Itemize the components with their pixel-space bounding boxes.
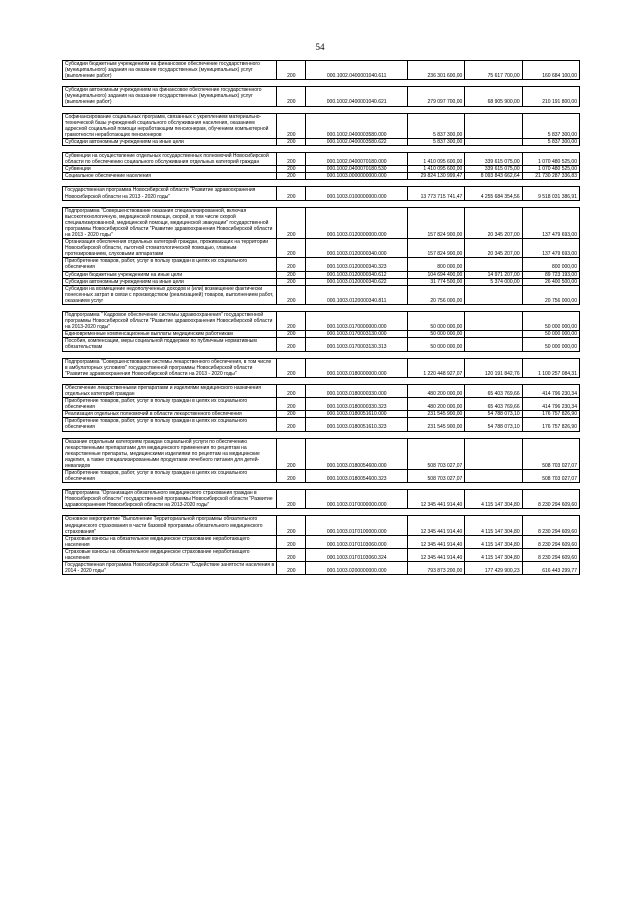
row-code-cell: 200 (277, 271, 306, 278)
row-classifier-cell: 000.1003.0000000000.000 (306, 173, 408, 180)
table-row (63, 418, 580, 431)
row-classifier-cell: 000.1003.01Г0103060.000 (306, 535, 408, 548)
table-row (63, 331, 580, 338)
row-remaining-cell: 50 000 000,00 (522, 331, 579, 338)
row-code-cell: 200 (277, 398, 306, 411)
row-name-cell: Реализация отдельных полномочий в области лекарственного обеспечения (63, 411, 277, 418)
row-executed-cell: 339 615 075,00 (465, 166, 522, 173)
row-name-cell: Подпрограмма "Совершенствование оказания специализированной, включая высокотехнологичную, медицинской помощи, скорой, в том числе скорой специализированной, медицинской помощи, медицинской эвакуации" государственной программы Новосибирской области "Развитие здравоохранения Новосибирской области на 2013 - 2020 годы" (63, 207, 277, 238)
row-code-cell: 200 (277, 87, 306, 106)
row-classifier-cell: 000.1003.0170000000.000 (306, 312, 408, 331)
row-remaining-cell: 9 518 031 386,91 (522, 187, 579, 200)
row-code-cell: 200 (277, 239, 306, 258)
table-row (63, 562, 580, 575)
row-code-cell: 200 (277, 469, 306, 482)
row-name-cell: Субсидии автономным учреждениям на иные цели (63, 278, 277, 285)
row-executed-cell (465, 312, 522, 331)
row-remaining-cell: 21 730 287 336,83 (522, 173, 579, 180)
row-name-cell: Приобретение товаров, работ, услуг в пользу граждан в целях их социального обеспечения (63, 469, 277, 482)
spacer-row (63, 431, 580, 438)
row-remaining-cell: 800 000,00 (522, 258, 579, 271)
row-remaining-cell: 137 479 693,00 (522, 207, 579, 238)
row-code-cell: 200 (277, 384, 306, 397)
row-classifier-cell: 000.1002.0400001040.621 (306, 87, 408, 106)
row-remaining-cell: 26 400 500,00 (522, 278, 579, 285)
row-classifier-cell: 000.1002.0400003580.622 (306, 138, 408, 145)
table-row (63, 278, 580, 285)
row-executed-cell (465, 138, 522, 145)
row-approved-cell: 50 000 000,00 (407, 338, 464, 351)
row-name-cell: Единовременные компенсационные выплаты медицинским работникам (63, 331, 277, 338)
row-classifier-cell: 000.1003.0100000000.000 (306, 187, 408, 200)
row-classifier-cell: 000.1003.0180051610.323 (306, 418, 408, 431)
row-name-cell: Организация обеспечения отдельных категорий граждан, проживающих на территории Новосибирской области, льготной стоматологической помощью, главным протезированием, слуховыми аппаратами (63, 239, 277, 258)
row-code-cell: 200 (277, 548, 306, 561)
table-row (63, 207, 580, 238)
row-classifier-cell: 000.1003.01Г0103060.324 (306, 548, 408, 561)
row-name-cell: Субсидии на возмещение недополученных доходов и (или) возмещение фактически понесенных затрат в связи с производством (реализацией) товаров, выполнением работ, оказанием услуг (63, 285, 277, 304)
table-row (63, 490, 580, 509)
row-name-cell: Пособия, компенсации, меры социальной поддержки по публичным нормативным обязательствам (63, 338, 277, 351)
row-classifier-cell: 000.1003.0180000000.000 (306, 358, 408, 377)
row-approved-cell: 12 345 441 914,40 (407, 490, 464, 509)
row-executed-cell: 4 115 147 304,80 (465, 516, 522, 535)
spacer-row (63, 377, 580, 384)
spacer-cell (63, 431, 580, 438)
row-executed-cell: 65 403 769,66 (465, 398, 522, 411)
row-remaining-cell: 616 443 299,77 (522, 562, 579, 575)
row-approved-cell: 31 774 500,00 (407, 278, 464, 285)
row-approved-cell: 793 873 200,00 (407, 562, 464, 575)
row-executed-cell: 120 191 842,76 (465, 358, 522, 377)
spacer-cell (63, 180, 580, 187)
row-remaining-cell: 137 479 693,00 (522, 239, 579, 258)
row-code-cell: 200 (277, 411, 306, 418)
row-executed-cell: 4 115 147 304,80 (465, 548, 522, 561)
table-row (63, 271, 580, 278)
row-remaining-cell: 1 070 480 525,00 (522, 153, 579, 166)
row-classifier-cell: 000.1003.0180051610.000 (306, 411, 408, 418)
row-code-cell: 200 (277, 338, 306, 351)
row-code-cell: 200 (277, 516, 306, 535)
row-code-cell: 200 (277, 331, 306, 338)
table-row (63, 338, 580, 351)
table-row (63, 187, 580, 200)
page-number: 54 (315, 42, 325, 52)
row-code-cell: 200 (277, 535, 306, 548)
row-classifier-cell: 000.1003.0120000340.622 (306, 278, 408, 285)
row-executed-cell (465, 438, 522, 469)
row-executed-cell: 75 617 700,00 (465, 61, 522, 80)
row-classifier-cell: 000.1003.0180054600.323 (306, 469, 408, 482)
row-executed-cell: 14 971 207,00 (465, 271, 522, 278)
row-name-cell: Социальное обеспечение населения (63, 173, 277, 180)
row-name-cell: Государственная программа Новосибирской области "Развитие здравоохранения Новосибирской области на 2013 - 2020 годы" (63, 187, 277, 200)
row-name-cell: Субсидии бюджетным учреждениям на финансовое обеспечение государственного (муниципального) задания на оказание государственных (муниципальных) услуг (выполнение работ) (63, 61, 277, 80)
row-name-cell: Приобретение товаров, работ, услуг в пользу граждан в целях их социального обеспечения (63, 398, 277, 411)
row-code-cell: 200 (277, 278, 306, 285)
row-name-cell: Субсидии автономным учреждениям на финансовое обеспечение государственного (муниципального) задания на оказание государственных (муниципальных) услуг (выполнение работ) (63, 87, 277, 106)
table-row (63, 285, 580, 304)
row-classifier-cell: 000.1003.01Г0000000.000 (306, 490, 408, 509)
row-executed-cell (465, 331, 522, 338)
row-classifier-cell: 000.1003.0170003130.313 (306, 338, 408, 351)
row-classifier-cell: 000.1003.0120000340.000 (306, 239, 408, 258)
table-row (63, 438, 580, 469)
spacer-cell (63, 80, 580, 87)
row-classifier-cell: 000.1002.0400003580.000 (306, 113, 408, 138)
table-row (63, 411, 580, 418)
row-executed-cell: 4 115 147 304,80 (465, 535, 522, 548)
spacer-row (63, 483, 580, 490)
row-executed-cell: 54 788 073,10 (465, 411, 522, 418)
spacer-cell (63, 483, 580, 490)
table-row (63, 469, 580, 482)
row-approved-cell: 5 837 300,00 (407, 138, 464, 145)
row-approved-cell: 508 703 027,07 (407, 469, 464, 482)
spacer-row (63, 351, 580, 358)
row-remaining-cell: 176 757 826,90 (522, 418, 579, 431)
row-approved-cell: 279 097 700,00 (407, 87, 464, 106)
row-approved-cell: 1 410 095 600,00 (407, 166, 464, 173)
row-approved-cell: 1 220 448 927,07 (407, 358, 464, 377)
row-code-cell: 200 (277, 285, 306, 304)
row-approved-cell: 480 200 000,00 (407, 398, 464, 411)
row-code-cell: 200 (277, 312, 306, 331)
row-name-cell: Основное мероприятие "Выполнение Территориальной программы обязательного медицинского страхования в части базовой программы обязательного медицинского страхования" (63, 516, 277, 535)
table-row (63, 153, 580, 166)
table-row (63, 548, 580, 561)
row-code-cell: 200 (277, 153, 306, 166)
spacer-cell (63, 377, 580, 384)
row-code-cell: 200 (277, 173, 306, 180)
budget-table-body (63, 61, 580, 575)
row-remaining-cell: 8 230 294 609,60 (522, 548, 579, 561)
row-classifier-cell: 000.1003.0180000330.000 (306, 384, 408, 397)
row-name-cell: Оказание отдельным категориям граждан социальной услуги по обеспечению лекарственными препаратами для медицинского применения по рецептам на лекарственные препараты, медицинскими изделиями по рецептам на медицинские изделия, а также специализированными продуктами лечебного питания для детей-инвалидов (63, 438, 277, 469)
table-row (63, 173, 580, 180)
table-row (63, 358, 580, 377)
row-remaining-cell: 176 757 826,90 (522, 411, 579, 418)
spacer-cell (63, 351, 580, 358)
spacer-row (63, 200, 580, 207)
spacer-cell (63, 200, 580, 207)
row-approved-cell: 50 000 000,00 (407, 331, 464, 338)
row-remaining-cell: 210 191 800,00 (522, 87, 579, 106)
table-row (63, 398, 580, 411)
row-classifier-cell: 000.1003.0180054600.000 (306, 438, 408, 469)
row-remaining-cell: 50 000 000,00 (522, 312, 579, 331)
row-code-cell: 200 (277, 562, 306, 575)
row-remaining-cell: 160 684 100,00 (522, 61, 579, 80)
table-row (63, 535, 580, 548)
row-approved-cell: 231 545 900,00 (407, 411, 464, 418)
spacer-row (63, 509, 580, 516)
row-remaining-cell: 89 723 193,00 (522, 271, 579, 278)
row-name-cell: Подпрограмма " Кадровое обеспечение системы здравоохранения" государственной программы Новосибирской области "Развитие здравоохранения Новосибирской области на 2013-2020 годы" (63, 312, 277, 331)
row-classifier-cell: 000.1002.0400070180.000 (306, 153, 408, 166)
row-executed-cell: 8 093 843 662,64 (465, 173, 522, 180)
row-executed-cell: 20 345 207,00 (465, 207, 522, 238)
row-name-cell: Приобретение товаров, работ, услуг в пользу граждан в целях их социального обеспечения (63, 418, 277, 431)
row-executed-cell: 4 255 684 354,56 (465, 187, 522, 200)
row-code-cell: 200 (277, 358, 306, 377)
row-name-cell: Страховые взносы на обязательное медицинское страхование неработающего населения (63, 548, 277, 561)
table-row (63, 138, 580, 145)
row-approved-cell: 12 345 441 914,40 (407, 535, 464, 548)
table-row (63, 87, 580, 106)
row-name-cell: Государственная программа Новосибирской области "Содействие занятости населения в 2014 - 2020 годы" (63, 562, 277, 575)
row-classifier-cell: 000.1003.0120000340.811 (306, 285, 408, 304)
row-name-cell: Подпрограмма "Организация обязательного медицинского страхования граждан в Новосибирской области" государственной программы Новосибирской области "Развитие здравоохранения Новосибирской области на 2013-2020 годы" (63, 490, 277, 509)
row-code-cell: 200 (277, 166, 306, 173)
spacer-cell (63, 305, 580, 312)
row-executed-cell (465, 338, 522, 351)
table-row (63, 61, 580, 80)
spacer-row (63, 305, 580, 312)
row-executed-cell (465, 285, 522, 304)
spacer-cell (63, 146, 580, 153)
row-approved-cell: 157 824 900,00 (407, 239, 464, 258)
row-approved-cell: 1 410 095 600,00 (407, 153, 464, 166)
row-remaining-cell: 20 756 000,00 (522, 285, 579, 304)
row-classifier-cell: 000.1002.0400070180.530 (306, 166, 408, 173)
row-code-cell: 200 (277, 490, 306, 509)
row-remaining-cell: 8 230 294 609,60 (522, 535, 579, 548)
row-classifier-cell: 000.1003.0200000000.000 (306, 562, 408, 575)
row-executed-cell (465, 113, 522, 138)
row-classifier-cell: 000.1003.01Г0100000.000 (306, 516, 408, 535)
row-code-cell: 200 (277, 113, 306, 138)
row-executed-cell (465, 469, 522, 482)
row-classifier-cell: 000.1003.0120000000.000 (306, 207, 408, 238)
row-name-cell: Субвенции (63, 166, 277, 173)
row-code-cell: 200 (277, 207, 306, 238)
row-remaining-cell: 508 703 027,07 (522, 438, 579, 469)
row-executed-cell: 65 403 769,66 (465, 384, 522, 397)
row-executed-cell: 5 374 000,00 (465, 278, 522, 285)
spacer-cell (63, 106, 580, 113)
row-name-cell: Страховые взносы на обязательное медицинское страхование неработающего населения (63, 535, 277, 548)
row-executed-cell: 4 115 147 304,80 (465, 490, 522, 509)
row-approved-cell: 508 703 027,07 (407, 438, 464, 469)
row-classifier-cell: 000.1002.0400001040.611 (306, 61, 408, 80)
row-approved-cell: 29 824 130 999,47 (407, 173, 464, 180)
row-approved-cell: 12 345 441 914,40 (407, 516, 464, 535)
row-remaining-cell: 414 796 230,34 (522, 398, 579, 411)
row-approved-cell: 104 694 400,00 (407, 271, 464, 278)
table-row (63, 239, 580, 258)
row-approved-cell: 236 301 600,00 (407, 61, 464, 80)
row-remaining-cell: 1 100 257 084,31 (522, 358, 579, 377)
table-row (63, 258, 580, 271)
row-approved-cell: 5 837 300,00 (407, 113, 464, 138)
budget-table (62, 60, 580, 575)
row-executed-cell: 20 345 207,00 (465, 239, 522, 258)
row-name-cell: Субсидии автономным учреждениям на иные цели (63, 138, 277, 145)
spacer-row (63, 80, 580, 87)
row-code-cell: 200 (277, 438, 306, 469)
row-executed-cell: 177 429 900,23 (465, 562, 522, 575)
row-classifier-cell: 000.1003.0120000340.612 (306, 271, 408, 278)
row-code-cell: 200 (277, 258, 306, 271)
row-approved-cell: 13 773 715 741,47 (407, 187, 464, 200)
row-name-cell: Приобретение товаров, работ, услуг в пользу граждан в целях их социального обеспечения (63, 258, 277, 271)
row-remaining-cell: 5 837 300,00 (522, 113, 579, 138)
table-row (63, 113, 580, 138)
row-name-cell: Обеспечение лекарственными препаратами и изделиями медицинского назначения отдельных категорий граждан (63, 384, 277, 397)
spacer-cell (63, 509, 580, 516)
row-approved-cell: 231 545 900,00 (407, 418, 464, 431)
table-row (63, 516, 580, 535)
table-row (63, 166, 580, 173)
row-name-cell: Софинансирование социальных программ, связанных с укреплением материально-технической базы учреждений социального обслуживания населения, оказанием адресной социальной помощи неработающим пенсионерам, обучением компьютерной грамотности неработающих пенсионеров (63, 113, 277, 138)
row-code-cell: 200 (277, 138, 306, 145)
row-remaining-cell: 414 796 230,34 (522, 384, 579, 397)
row-executed-cell: 339 615 075,00 (465, 153, 522, 166)
spacer-row (63, 106, 580, 113)
row-executed-cell: 54 788 073,10 (465, 418, 522, 431)
row-remaining-cell: 8 230 294 609,60 (522, 490, 579, 509)
row-approved-cell: 12 345 441 914,40 (407, 548, 464, 561)
row-code-cell: 200 (277, 187, 306, 200)
row-classifier-cell: 000.1003.0170003130.000 (306, 331, 408, 338)
row-approved-cell: 480 200 000,00 (407, 384, 464, 397)
spacer-row (63, 146, 580, 153)
row-remaining-cell: 1 070 480 525,00 (522, 166, 579, 173)
table-row (63, 384, 580, 397)
row-name-cell: Субсидии бюджетным учреждениям на иные цели (63, 271, 277, 278)
row-remaining-cell: 50 000 000,00 (522, 338, 579, 351)
row-approved-cell: 20 756 000,00 (407, 285, 464, 304)
row-remaining-cell: 508 703 027,07 (522, 469, 579, 482)
spacer-row (63, 180, 580, 187)
row-executed-cell (465, 258, 522, 271)
row-classifier-cell: 000.1003.0120000340.323 (306, 258, 408, 271)
row-code-cell: 200 (277, 418, 306, 431)
row-approved-cell: 800 000,00 (407, 258, 464, 271)
row-classifier-cell: 000.1003.0180000330.323 (306, 398, 408, 411)
row-name-cell: Подпрограмма "Совершенствование системы лекарственного обеспечения, в том числе в амбулаторных условиях" государственной программы Новосибирской области "Развитие здравоохранения Новосибирской области на 2013 - 2020 годы" (63, 358, 277, 377)
row-approved-cell: 157 824 900,00 (407, 207, 464, 238)
row-code-cell: 200 (277, 61, 306, 80)
row-remaining-cell: 8 230 294 609,60 (522, 516, 579, 535)
row-approved-cell: 50 000 000,00 (407, 312, 464, 331)
table-row (63, 312, 580, 331)
row-executed-cell: 68 905 900,00 (465, 87, 522, 106)
row-remaining-cell: 5 837 300,00 (522, 138, 579, 145)
row-name-cell: Субвенции на осуществление отдельных государственных полномочий Новосибирской области по обеспечению социального обслуживания отдельных категорий граждан (63, 153, 277, 166)
